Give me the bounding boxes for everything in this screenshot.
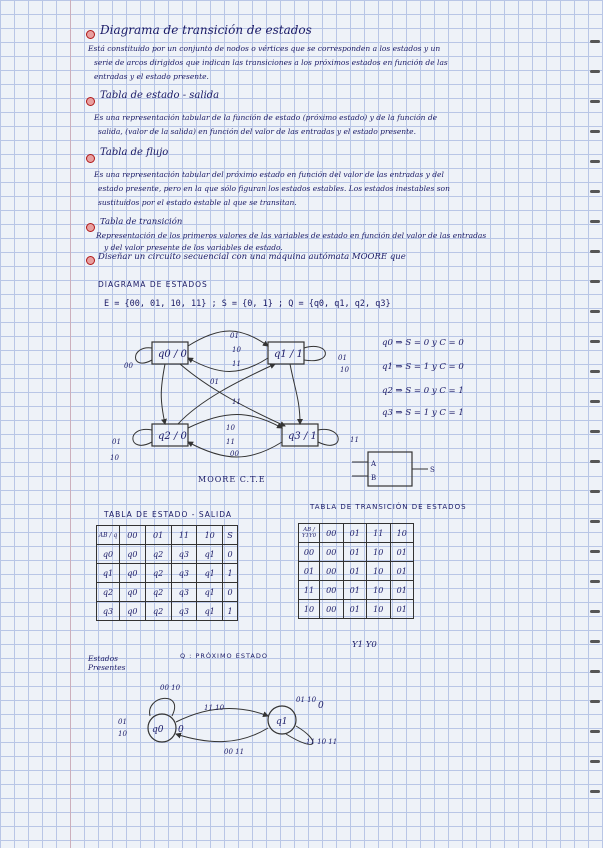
table-cell: q3 [171, 602, 197, 621]
table-cell: q3 [171, 545, 197, 564]
table-row [299, 581, 414, 600]
section-heading: Diagrama de transición de estados [100, 23, 312, 37]
table-row [97, 602, 238, 621]
transition-arrow [188, 415, 282, 429]
self-loop [150, 698, 175, 716]
bottom-state-b-label: q1 [276, 717, 288, 727]
transition-arrow [176, 728, 268, 742]
table-cell: q1 [197, 602, 223, 621]
table-cell: q0 [120, 583, 146, 602]
table-footer-left: Estados Presentes [88, 654, 126, 672]
table-cell: q2 [145, 545, 171, 564]
table-corner: AB / q [97, 526, 120, 545]
table-cell: q0 [97, 545, 120, 564]
edge-label: 01 [230, 332, 239, 340]
table-cell: 00 [320, 581, 344, 600]
edge-label: 00 [230, 450, 239, 458]
edge-label: 11 [232, 398, 241, 406]
table-cell: 00 [320, 543, 344, 562]
bottom-edge-label: 01 10 [296, 696, 317, 704]
edge-label: 10 [110, 454, 119, 462]
encoding-line: q2 ⇒ S = 0 y C = 1 [382, 386, 464, 396]
bottom-edge-label: 11 10 [204, 704, 225, 712]
bottom-edge-label: 01 [118, 718, 127, 726]
section-text: serie de arcos dirigidos que indican las transiciones a los próximos estados en función de las [94, 58, 448, 67]
table-cell: q3 [171, 564, 197, 583]
table-cell: 1 [223, 602, 238, 621]
block-input-b: B [371, 474, 377, 482]
edge-label: 01 [112, 438, 121, 446]
table-row [299, 543, 414, 562]
table-cell: 10 [367, 581, 391, 600]
table-cell: q2 [97, 583, 120, 602]
section-text: salida, (valor de la salida) en función del valor de las entradas y el estado presente. [98, 127, 416, 136]
table-row [299, 562, 414, 581]
table-cell: 10 [367, 600, 391, 619]
table-cell: q2 [145, 564, 171, 583]
table-header: 10 [197, 526, 223, 545]
section-heading: Tabla de flujo [100, 147, 169, 158]
table-header: 11 [171, 526, 197, 545]
state-q3-label: q3 / 1 [288, 431, 317, 442]
bottom-state-b-output: 0 [318, 701, 324, 711]
section-text: y del valor presente de los variables de estado. [104, 243, 283, 252]
edge-label: 10 [226, 424, 235, 432]
transition-arrow [290, 364, 300, 424]
block-output: S [430, 466, 435, 474]
table-header: 11 [367, 524, 391, 543]
section-heading: Tabla de estado - salida [100, 90, 220, 101]
table-cell: 00 [320, 600, 344, 619]
encoding-line: q1 ⇒ S = 1 y C = 0 [382, 362, 464, 372]
edge-label: 11 [350, 436, 359, 444]
encoding-line: q0 ⇒ S = 0 y C = 0 [382, 338, 464, 348]
diagram-title: DIAGRAMA DE ESTADOS [98, 280, 208, 289]
table-cell: 01 [390, 543, 414, 562]
edge-label: 11 [232, 360, 241, 368]
table-cell: q3 [97, 602, 120, 621]
state-q0-label: q0 / 0 [158, 349, 187, 360]
table-header: 01 [145, 526, 171, 545]
self-loop [318, 429, 338, 445]
edge-label: 01 [210, 378, 219, 386]
table-row [97, 564, 238, 583]
bottom-edge-label: 00 11 [224, 748, 245, 756]
table-header: 01 [343, 524, 367, 543]
table-cell: 00 [299, 543, 320, 562]
section-text: entradas y el estado presente. [94, 72, 209, 81]
table-header: 00 [320, 524, 344, 543]
edge-label: 10 [232, 346, 241, 354]
bottom-edge-label: 11 10 11 [306, 738, 338, 746]
table-cell: q1 [97, 564, 120, 583]
table-cell: q0 [120, 564, 146, 583]
transition-table [298, 523, 414, 619]
bottom-state-a-output: 0 [178, 725, 184, 735]
bottom-edge-label: 00 10 [160, 684, 181, 692]
edge-label: 01 [338, 354, 347, 362]
section-text: sustituidos por el estado estable al que se transitan. [98, 198, 297, 207]
table-cell: 11 [299, 581, 320, 600]
self-loop [304, 346, 325, 360]
table-corner: AB / Y1Y0 [299, 524, 320, 543]
edge-label: 00 [124, 362, 133, 370]
table-cell: q2 [145, 583, 171, 602]
table-footer: Y1 Y0 [352, 640, 377, 650]
table-row [97, 545, 238, 564]
transition-arrow [188, 331, 268, 346]
task-text: Diseñar un circuito secuencial con una máquina autómata MOORE que [98, 252, 406, 262]
section-heading: Tabla de transición [100, 217, 183, 227]
table-cell: 0 [223, 583, 238, 602]
table-cell: q0 [120, 602, 146, 621]
table-cell: 01 [343, 600, 367, 619]
sets-definition: E = {00, 01, 10, 11} ; S = {0, 1} ; Q = {q0, q1, q2, q3} [104, 299, 391, 309]
table-header: 00 [120, 526, 146, 545]
state-q1-label: q1 / 1 [274, 349, 303, 360]
self-loop [136, 348, 153, 363]
table-cell: 01 [343, 581, 367, 600]
table-cell: 01 [343, 543, 367, 562]
table-cell: 0 [223, 545, 238, 564]
table-cell: 01 [390, 562, 414, 581]
section-text: Es una representación tabular de la función de estado (próximo estado) y de la función de [94, 113, 438, 122]
table-cell: 01 [299, 562, 320, 581]
bottom-edge-label: 10 [118, 730, 127, 738]
table-cell: 01 [390, 581, 414, 600]
table-header: S [223, 526, 238, 545]
table-title: TABLA DE ESTADO - SALIDA [104, 510, 233, 519]
table-row [299, 600, 414, 619]
table-cell: 1 [223, 564, 238, 583]
transition-arrow [188, 358, 268, 372]
table-footer-right: Q : PRÓXIMO ESTADO [180, 652, 269, 660]
section-text: Está constituido por un conjunto de nodos o vértices que se corresponden a los estados y un [88, 44, 441, 53]
encoding-line: q3 ⇒ S = 1 y C = 1 [382, 408, 464, 418]
table-cell: q2 [145, 602, 171, 621]
table-cell: 00 [320, 562, 344, 581]
bottom-state-a-label: q0 [152, 725, 164, 735]
table-cell: 10 [367, 543, 391, 562]
table-cell: 01 [343, 562, 367, 581]
transition-arrow [180, 364, 285, 426]
self-loop [133, 429, 152, 445]
section-text: estado presente, pero en la que sólo figuran los estados estables. Los estados inestables son [98, 184, 450, 193]
table-cell: 01 [390, 600, 414, 619]
table-header: 10 [390, 524, 414, 543]
block-input-a: A [371, 460, 377, 468]
diagram-caption: MOORE C.T.E [198, 475, 266, 484]
table-cell: q0 [120, 545, 146, 564]
table-cell: q1 [197, 564, 223, 583]
table-row [97, 583, 238, 602]
section-text: Representación de los primeros valores de las variables de estado en función del valor de las entradas [96, 231, 487, 240]
section-text: Es una representación tabular del próximo estado en función del valor de las entradas y del [94, 170, 444, 179]
table-cell: q1 [197, 583, 223, 602]
table-cell: 10 [299, 600, 320, 619]
transition-arrow [161, 364, 165, 424]
table-title: TABLA DE TRANSICIÓN DE ESTADOS [310, 503, 467, 511]
state-output-table [96, 525, 238, 621]
table-cell: q3 [171, 583, 197, 602]
table-cell: 10 [367, 562, 391, 581]
edge-label: 11 [226, 438, 235, 446]
table-cell: q1 [197, 545, 223, 564]
state-q2-label: q2 / 0 [158, 431, 187, 442]
edge-label: 10 [340, 366, 349, 374]
